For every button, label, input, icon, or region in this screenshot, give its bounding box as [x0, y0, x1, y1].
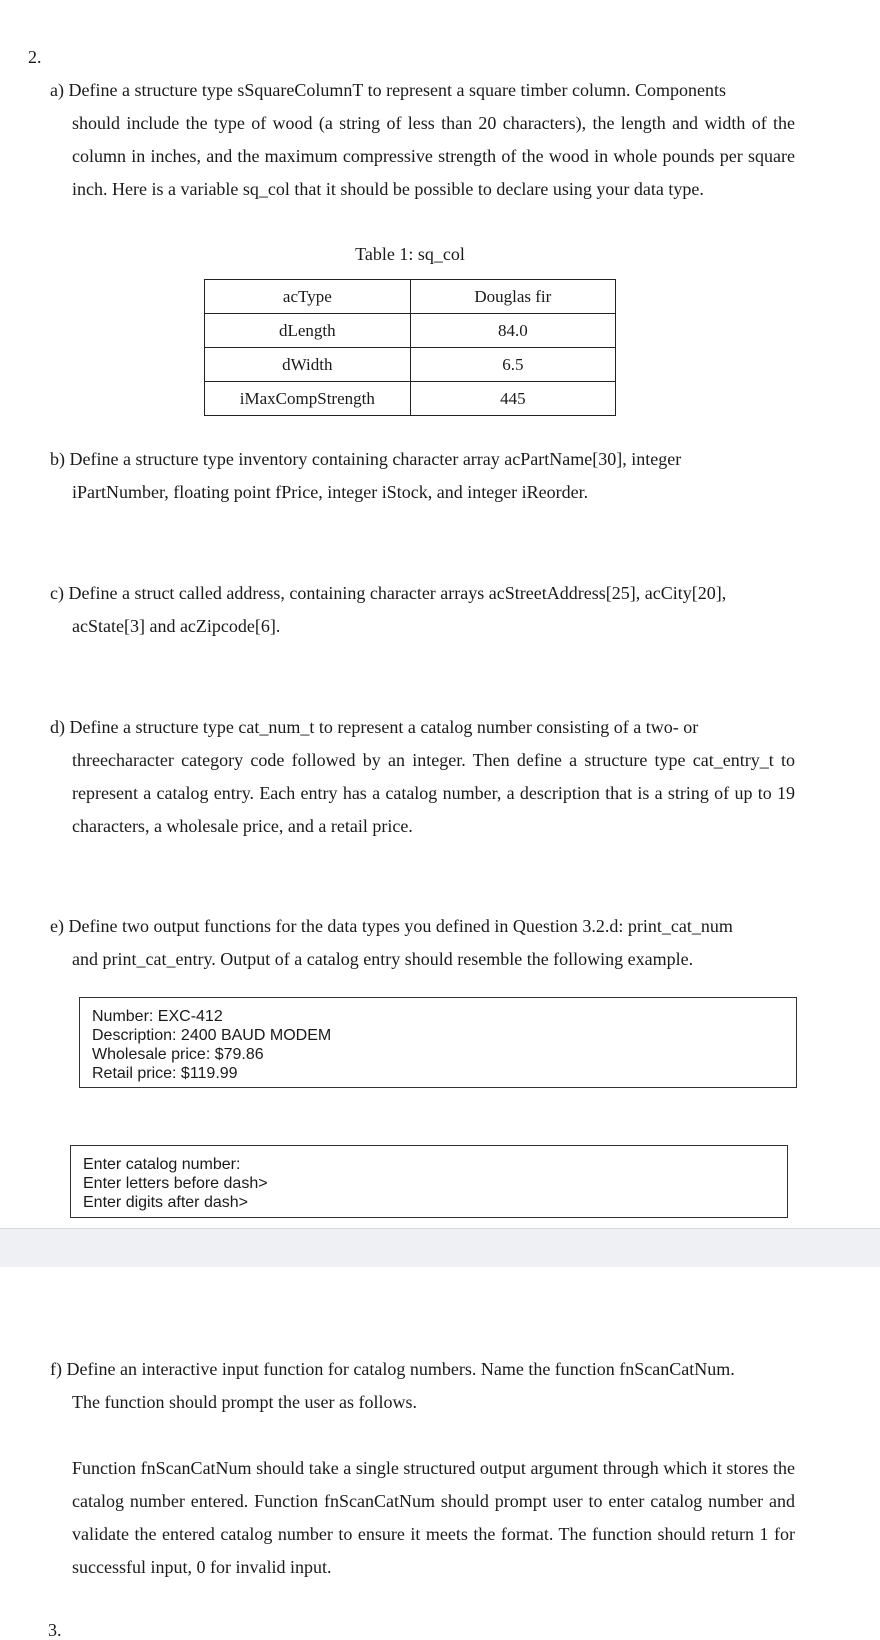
sq-col-table [204, 279, 616, 416]
part-d-text [50, 711, 795, 843]
table-cell-name: dWidth [205, 348, 411, 382]
table-row [205, 314, 616, 348]
part-b-first-line: b) Define a structure type inventory containing character array acPartName[30], integer [50, 449, 682, 469]
output-line-number: Number: EXC-412 [92, 1008, 223, 1025]
part-a-rest: should include the type of wood (a string of less than 20 characters), the length and width of the column in inches, and the maximum compressive strength of the wood in whole pounds per square inch. Here is a variable sq_col that it should be possible to declare using your data type. [72, 113, 795, 199]
part-d-rest: threecharacter category code followed by an integer. Then define a structure type cat_entry_t to represent a catalog entry. Each entry has a catalog number, a description that is a string of up to 19 characters, a wholesale price, and a retail price. [72, 750, 795, 836]
part-f-rest: The function should prompt the user as follows. [72, 1392, 417, 1412]
output-line-retail: Retail price: $119.99 [92, 1065, 238, 1082]
table-cell-name: acType [205, 280, 411, 314]
output-example-box [79, 997, 797, 1088]
table-cell-value: 84.0 [410, 314, 615, 348]
part-f-first-line: f) Define an interactive input function for catalog numbers. Name the function fnScanCatNum. [50, 1359, 735, 1379]
table-cell-name: dLength [205, 314, 411, 348]
table-row [205, 382, 616, 416]
table-cell-name: iMaxCompStrength [205, 382, 411, 416]
part-e-first-line: e) Define two output functions for the data types you defined in Question 3.2.d: print_cat_num [50, 916, 733, 936]
prompt-line-letters: Enter letters before dash> [83, 1175, 268, 1192]
part-c-first-line: c) Define a struct called address, containing character arrays acStreetAddress[25], acCity[20], [50, 583, 727, 603]
next-question-number: 3. [48, 1620, 62, 1640]
table-caption: Table 1: sq_col [355, 244, 465, 264]
part-f-text [50, 1353, 795, 1419]
table-cell-value: 445 [410, 382, 615, 416]
question-number: 2. [28, 47, 42, 67]
part-c-rest: acState[3] and acZipcode[6]. [72, 616, 281, 636]
part-d-first-line: d) Define a structure type cat_num_t to represent a catalog number consisting of a two- or [50, 717, 699, 737]
part-a-text [50, 74, 795, 206]
part-b-rest: iPartNumber, floating point fPrice, integer iStock, and integer iReorder. [72, 482, 589, 502]
output-line-wholesale: Wholesale price: $79.86 [92, 1046, 264, 1063]
part-a-first-line: a) Define a structure type sSquareColumnT to represent a square timber column. Components [50, 80, 726, 100]
table-cell-value: 6.5 [410, 348, 615, 382]
prompt-example-box [70, 1145, 788, 1218]
part-f-paragraph-2: Function fnScanCatNum should take a single structured output argument through which it stores the catalog number entered. Function fnScanCatNum should prompt user to enter catalog number and validate the entered catalog number to ensure it meets the format. The function should return 1 for successful input, 0 for invalid input. [72, 1458, 795, 1577]
prompt-line-digits: Enter digits after dash> [83, 1194, 248, 1211]
table-row [205, 348, 616, 382]
part-c-text [50, 577, 795, 643]
prompt-line-catalog: Enter catalog number: [83, 1156, 241, 1173]
page-separator [0, 1228, 880, 1267]
part-e-rest: and print_cat_entry. Output of a catalog entry should resemble the following example. [72, 949, 694, 969]
output-line-description: Description: 2400 BAUD MODEM [92, 1027, 332, 1044]
table-row [205, 280, 616, 314]
part-e-text [50, 910, 795, 976]
part-b-text [50, 443, 795, 509]
table-cell-value: Douglas fir [410, 280, 615, 314]
